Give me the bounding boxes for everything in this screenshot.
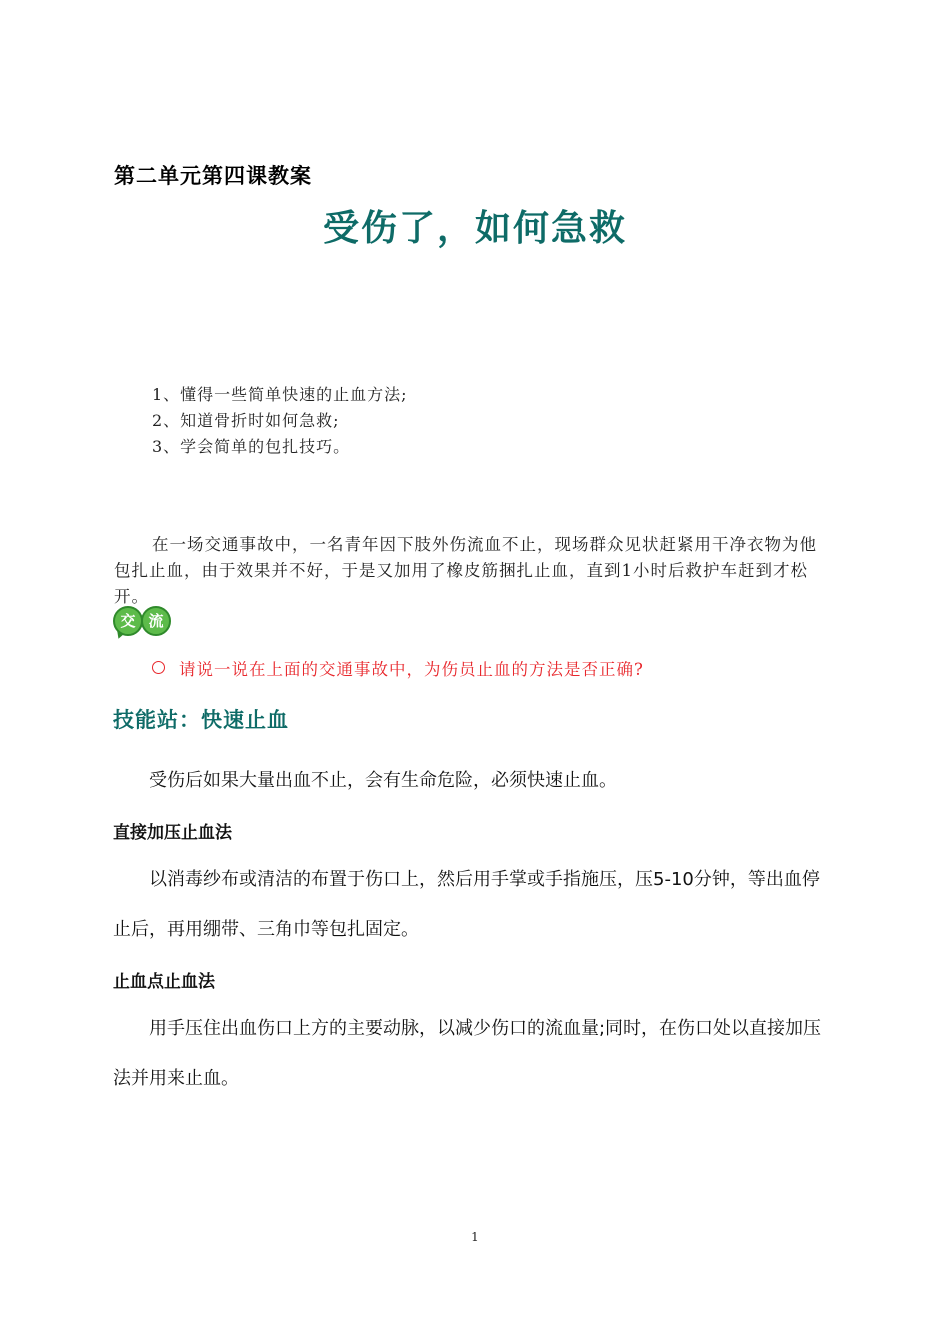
section-title: 技能站：快速止血 bbox=[113, 708, 289, 732]
method-heading: 止血点止血法 bbox=[113, 972, 215, 992]
objectives-list bbox=[152, 382, 408, 460]
circle-bullet-icon bbox=[152, 661, 165, 674]
exchange-icon bbox=[113, 604, 175, 640]
question-text: 请说一说在上面的交通事故中，为伤员止血的方法是否正确? bbox=[179, 660, 644, 679]
discussion-question bbox=[152, 656, 644, 680]
objective-item: 3、学会简单的包扎技巧。 bbox=[152, 437, 351, 456]
story-paragraph: 在一场交通事故中，一名青年因下肢外伤流血不止，现场群众见状赶紧用干净衣物为他包扎止血，由于效果并不好，于是又加用了橡皮筋捆扎止血，直到1小时后救护车赶到才松开。 bbox=[114, 535, 817, 606]
page-title: 受伤了，如何急救 bbox=[322, 208, 627, 249]
method-heading: 直接加压止血法 bbox=[113, 823, 232, 843]
exchange-char: 交 bbox=[113, 606, 143, 636]
objective-item: 2、知道骨折时如何急救; bbox=[152, 411, 340, 430]
page-number: 1 bbox=[471, 1230, 479, 1244]
objective-item: 1、懂得一些简单快速的止血方法; bbox=[152, 385, 408, 404]
intro-paragraph: 受伤后如果大量出血不止，会有生命危险，必须快速止血。 bbox=[149, 770, 617, 791]
method-paragraph: 以消毒纱布或清洁的布置于伤口上，然后用手掌或手指施压，压5-10分钟，等出血停止后，再用绷带、三角巾等包扎固定。 bbox=[113, 869, 820, 940]
method-paragraph: 用手压住出血伤口上方的主要动脉，以减少伤口的流血量;同时，在伤口处以直接加压法并用来止血。 bbox=[113, 1018, 822, 1089]
exchange-char: 流 bbox=[141, 606, 171, 636]
unit-heading: 第二单元第四课教案 bbox=[114, 164, 312, 188]
